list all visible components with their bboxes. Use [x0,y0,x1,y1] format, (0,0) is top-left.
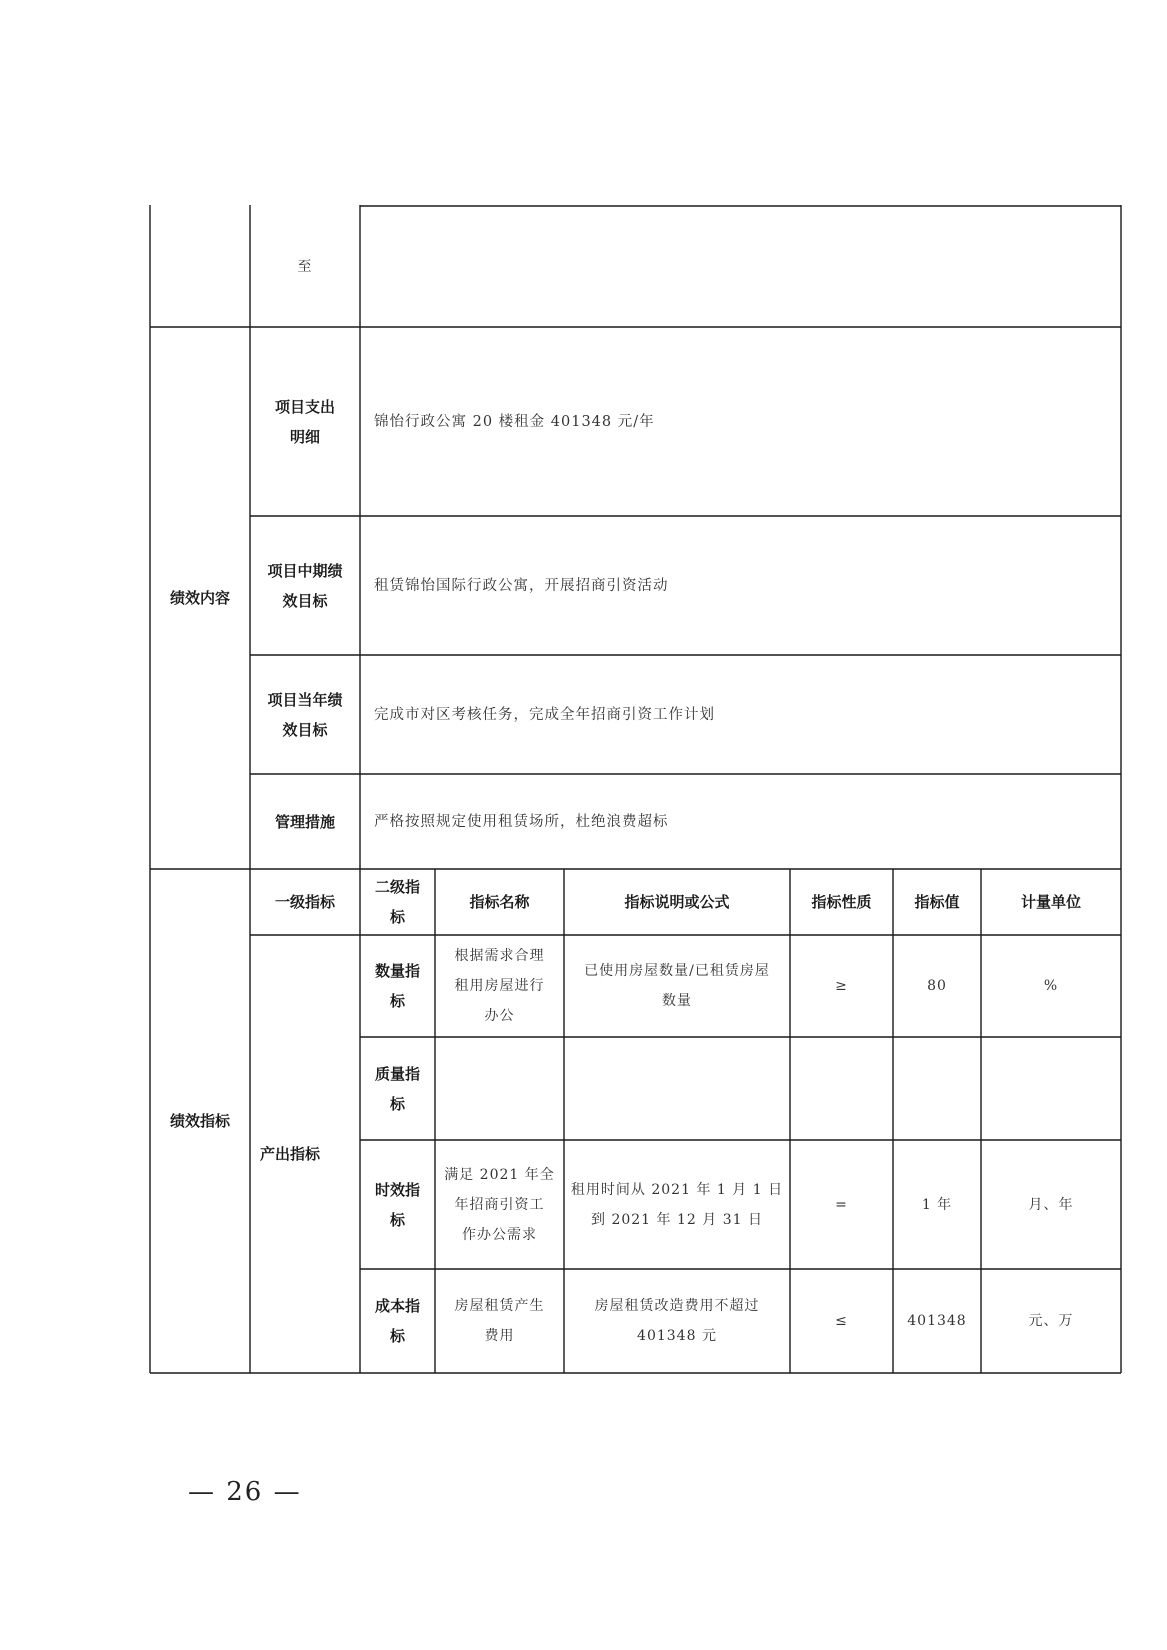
level1-output-indicator: 产出指标 [260,1145,321,1163]
annual-goal-label: 项目当年绩 效目标 [267,690,343,739]
row-quantity-nature: ≥ [835,978,848,994]
expense-detail-label: 项目支出 明细 [274,397,335,446]
management-measures-label: 管理措施 [274,812,335,831]
row-cost-name: 房屋租赁产生 费用 [454,1298,545,1344]
header-unit: 计量单位 [1020,893,1081,911]
performance-indicators-section-label: 绩效指标 [169,1112,230,1130]
header-level1: 一级指标 [274,893,335,911]
header-indicator-desc: 指标说明或公式 [624,893,730,911]
midterm-goal-label: 项目中期绩 效目标 [267,561,343,610]
page-number: — 26 — [188,1477,302,1507]
row-quality-name [435,1037,564,1140]
row-timeliness-unit: 月、年 [1028,1196,1074,1213]
row-cost-nature: ≤ [835,1313,848,1329]
row-quantity-unit: % [1043,978,1059,994]
row-timeliness-nature: = [835,1196,848,1213]
expense-detail-content: 锦怡行政公寓 20 楼租金 401348 元/年 [374,413,655,430]
row-quantity-level2: 数量指 标 [374,962,420,1010]
row-timeliness-value: 1 年 [921,1196,953,1213]
row-cost-desc: 房屋租赁改造费用不超过 401348 元 [594,1298,760,1344]
header-indicator-nature: 指标性质 [811,893,872,911]
row-quality-unit [981,1037,1121,1140]
row-quantity-desc: 已使用房屋数量/已租赁房屋 数量 [584,963,770,1009]
row-quality-value [893,1037,981,1140]
row-quantity-name: 根据需求合理 租用房屋进行 办公 [454,948,545,1024]
row-quality-desc [564,1037,790,1140]
midterm-goal-content: 租赁锦怡国际行政公寓，开展招商引资活动 [374,577,669,594]
top-row-label: 至 [297,258,313,275]
annual-goal-content: 完成市对区考核任务，完成全年招商引资工作计划 [374,706,715,723]
management-measures-content: 严格按照规定使用租赁场所，杜绝浪费超标 [374,813,669,830]
row-cost-value: 401348 [907,1313,967,1329]
row-timeliness-desc: 租用时间从 2021 年 1 月 1 日 到 2021 年 12 月 31 日 [570,1181,784,1228]
row-cost-unit: 元、万 [1028,1313,1074,1329]
performance-content-section-label: 绩效内容 [169,589,230,607]
row-cost-level2: 成本指 标 [374,1297,420,1345]
row-quality-nature [790,1037,893,1140]
header-indicator-name: 指标名称 [469,893,530,911]
row-quality-level2: 质量指 标 [374,1064,420,1113]
header-indicator-value: 指标值 [914,893,960,911]
row-quantity-value: 80 [927,978,947,994]
row-timeliness-level2: 时效指 标 [374,1180,420,1229]
header-level2: 二级指 标 [374,878,420,926]
row-timeliness-name: 满足 2021 年全 年招商引资工 作办公需求 [444,1166,555,1243]
